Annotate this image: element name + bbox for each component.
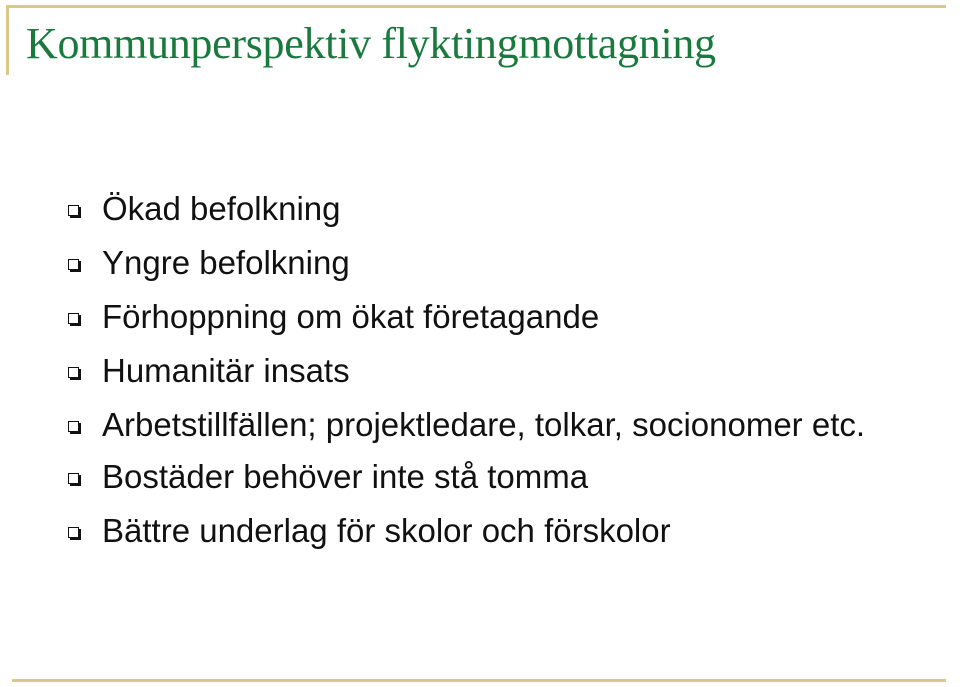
slide-title: Kommunperspektiv flyktingmottagning bbox=[26, 19, 716, 68]
bullet-text: Bostäder behöver inte stå tomma bbox=[102, 458, 589, 495]
bullet-item bbox=[60, 296, 940, 337]
bullet-text: Arbetstillfällen; projektledare, tolkar, socionomer etc. bbox=[102, 406, 866, 443]
bullet-item bbox=[60, 404, 940, 445]
bullet-text: Ökad befolkning bbox=[102, 190, 341, 227]
bullet-list bbox=[60, 188, 940, 564]
checkbox-bullet-icon bbox=[68, 205, 79, 216]
bullet-text: Förhoppning om ökat företagande bbox=[102, 298, 600, 335]
left-accent-line bbox=[6, 5, 9, 75]
top-accent-line bbox=[6, 5, 946, 8]
bullet-text: Yngre befolkning bbox=[102, 244, 350, 281]
checkbox-bullet-icon bbox=[68, 527, 79, 538]
checkbox-bullet-icon bbox=[68, 421, 79, 432]
checkbox-bullet-icon bbox=[68, 313, 79, 324]
bullet-item bbox=[60, 456, 940, 497]
bottom-accent-line bbox=[12, 679, 946, 682]
checkbox-bullet-icon bbox=[68, 259, 79, 270]
bullet-item bbox=[60, 510, 940, 551]
bullet-text: Humanitär insats bbox=[102, 352, 350, 389]
bullet-item bbox=[60, 350, 940, 391]
bullet-text: Bättre underlag för skolor och förskolor bbox=[102, 512, 671, 549]
checkbox-bullet-icon bbox=[68, 473, 79, 484]
bullet-item bbox=[60, 188, 940, 229]
bullet-item bbox=[60, 242, 940, 283]
checkbox-bullet-icon bbox=[68, 367, 79, 378]
